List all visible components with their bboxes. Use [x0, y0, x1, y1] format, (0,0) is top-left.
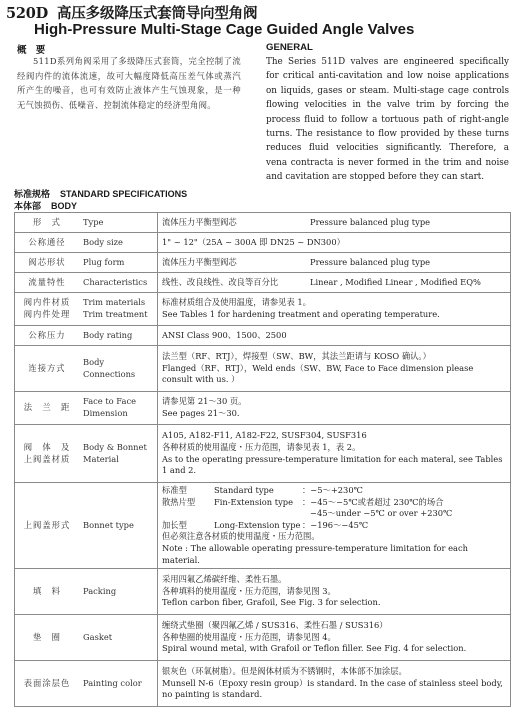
value-en: Spiral wound metal, with Grafoil or Teflon filler. See Fig. 4 for selection. — [162, 643, 467, 654]
table-row — [15, 213, 511, 233]
table-row — [15, 569, 511, 615]
row-label-en: Gasket — [79, 615, 158, 661]
table-row — [15, 253, 511, 273]
row-value — [158, 425, 511, 483]
row-label-cn: 阀芯形状 — [15, 253, 80, 273]
bonnet-type-en — [214, 508, 302, 520]
bonnet-standard — [162, 485, 506, 497]
table-row — [15, 483, 511, 569]
general-text-en: The Series 511D valves are engineered specifically for critical anti-cavitation and low noise applications on liquids, gases or steam. Multi-stage cage controls flowing velocities in the valve trim by forcing the process fluid to follow a tortuous path of right-angle turns. The resistance to flow provided by these turns reduces fluid velocities significantly. Therefore, a vena contracta is never formed in the trim and noise and cavitation are stopped before they can start. — [266, 57, 509, 183]
row-value — [158, 253, 511, 273]
table-row — [15, 326, 511, 346]
value-cn: 请参见第 21～30 页。 — [162, 396, 247, 407]
spec-heading-cn: 标准规格 — [14, 190, 51, 200]
value-cn: 线性、改良线性、改良等百分比 — [162, 276, 279, 287]
bonnet-fin — [162, 497, 506, 509]
table-row — [15, 392, 511, 425]
value-cn: 流体压力平衡型阀芯 — [162, 216, 237, 227]
value-cn: 采用四氟乙烯碳纤维、柔性石墨。 — [162, 574, 287, 585]
row-label-cn: 连接方式 — [15, 346, 80, 392]
row-label-en: Body rating — [79, 326, 158, 346]
row-label-en: Type — [79, 213, 158, 233]
value-en: Pressure balanced plug type — [310, 256, 431, 267]
value-cn-2: 各种垫圈的使用温度・压力范围，请参见图 4。 — [162, 631, 336, 642]
row-label-cn: 上阀盖形式 — [15, 483, 80, 569]
value-cn: 但必须注意各材质的使用温度・压力范围。 — [162, 531, 320, 542]
row-label-cn: 垫 圈 — [15, 615, 80, 661]
row-value — [158, 661, 511, 707]
row-label-en: Body & Bonnet Material — [79, 425, 158, 483]
value-en: As to the operating pressure-temperature limitation for each materal, see Tables 1 and 2. — [162, 453, 503, 476]
value-cn: 法兰型（RF、RTJ），焊接型（SW、BW，其法兰距请与 KOSO 确认。） — [162, 351, 431, 362]
value-en: See Tables 1 for hardening treatment and operating temperature. — [162, 309, 440, 319]
value-en: Pressure balanced plug type — [310, 216, 431, 227]
row-value — [158, 293, 511, 326]
row-label-en: Painting color — [79, 661, 158, 707]
spec-table — [14, 212, 511, 707]
value-cn-2: 各种填料的使用温度・压力范围，请参见图 3。 — [162, 585, 336, 596]
value-cn: 流体压力平衡型阀芯 — [162, 256, 237, 267]
spec-heading-en: STANDARD SPECIFICATIONS — [60, 189, 188, 199]
row-label-cn: 流量特性 — [15, 273, 80, 293]
row-value — [158, 346, 511, 392]
row-value: ANSI Class 900、1500、2500 — [158, 326, 511, 346]
row-value: 1" ~ 12"（25A ~ 300A 即 DN25 ~ DN300） — [158, 233, 511, 253]
row-label-en: Packing — [79, 569, 158, 615]
bonnet-range: ：−196～−45℃ — [302, 519, 369, 530]
row-value — [158, 483, 511, 569]
table-row — [15, 273, 511, 293]
row-label-en: Body size — [79, 233, 158, 253]
row-label-cn: 阀内件材质 阀内件处理 — [15, 293, 80, 326]
value-cn: 各种材质的使用温度・压力范围，请参见表 1，表 2。 — [162, 441, 361, 452]
row-value — [158, 273, 511, 293]
table-row — [15, 615, 511, 661]
value-en: Flanged（RF、RTJ），Weld ends（SW、BW, Face to Face dimension please consult with us. ） — [162, 362, 474, 385]
value-cn: 银灰色（环氧树脂）。但是阀体材质为不锈钢时，本体部不加涂层。 — [162, 666, 407, 677]
row-label-en: Bonnet type — [79, 483, 158, 569]
row-label-cn: 填 料 — [15, 569, 80, 615]
cn-title-text: 高压多级降压式套筒导向型角阀 — [57, 5, 258, 22]
en-title: High-Pressure Multi-Stage Cage Guided Angle Valves — [34, 21, 415, 38]
bonnet-type-cn: 加长型 — [162, 519, 187, 530]
row-label-cn: 形 式 — [15, 213, 80, 233]
row-label-en: Characteristics — [79, 273, 158, 293]
body-heading-cn: 本体部 — [14, 202, 42, 212]
row-value — [158, 615, 511, 661]
bonnet-type-en: Standard type — [214, 485, 274, 495]
row-label-en: Body Connections — [79, 346, 158, 392]
value-en: Linear , Modified Linear , Modified EQ% — [310, 276, 481, 287]
row-label-cn: 阀 体 及 上阀盖材质 — [15, 425, 80, 483]
bonnet-fin-en — [162, 508, 506, 520]
row-label-en: Trim materials Trim treatment — [79, 293, 158, 326]
table-row — [15, 346, 511, 392]
general-heading-cn: 概 要 — [17, 45, 49, 56]
row-value — [158, 213, 511, 233]
body-heading-en: BODY — [51, 201, 78, 211]
bonnet-range: −45～under −5℃ or over +230℃ — [310, 508, 453, 519]
row-label-cn: 公称压力 — [15, 326, 80, 346]
row-label-cn: 表面涂层色 — [15, 661, 80, 707]
bonnet-type-cn: 散热片型 — [162, 496, 196, 507]
value-en: See pages 21～30. — [162, 408, 240, 418]
model-code: 520D — [6, 5, 49, 22]
cn-title — [6, 2, 257, 23]
table-row — [15, 661, 511, 707]
value-materials: A105, A182-F11, A182-F22, SUSF304, SUSF316 — [162, 430, 367, 441]
general-heading-en: GENERAL — [266, 42, 313, 53]
bonnet-type-cn — [162, 508, 214, 520]
row-label-en: Plug form — [79, 253, 158, 273]
value-en: Munsell N-6（Epoxy resin group）is standard. In the case of stainless steel body, no painting is standard. — [162, 677, 503, 700]
table-row — [15, 293, 511, 326]
value-cn: 标准材质组合及使用温度，请参见表 1。 — [162, 297, 311, 308]
row-label-cn: 法 兰 距 — [15, 392, 80, 425]
row-label-cn: 公称通径 — [15, 233, 80, 253]
general-text-cn: 511D系列角阀采用了多级降压式套筒，完全控制了流经阀内件的流体流速，故可大幅度降低高压差气体或蒸汽所产生的噪音，也可有效防止液体产生气蚀现象，是一种无气蚀损伤、低噪音、控制流体稳定的经济型角阀。 — [17, 56, 241, 110]
bonnet-range: ：−5～+230℃ — [302, 485, 363, 495]
value-cn: 缠绕式垫圈（聚四氟乙烯 / SUS316、柔性石墨 / SUS316） — [162, 620, 388, 631]
row-value — [158, 569, 511, 615]
value-en: Note : The allowable operating pressure-temperature limitation for each material. — [162, 542, 468, 565]
bonnet-range: ：−45～−5℃或者超过 230℃的场合 — [302, 496, 444, 507]
row-value — [158, 392, 511, 425]
bonnet-long — [162, 520, 506, 532]
table-row — [15, 425, 511, 483]
bonnet-type-en: Fin-Extension type — [214, 496, 294, 507]
body-heading — [14, 199, 77, 212]
bonnet-type-cn: 标准型 — [162, 485, 187, 495]
bonnet-type-en: Long-Extension type — [214, 519, 301, 530]
table-row — [15, 233, 511, 253]
value-en: Teflon carbon fiber, Grafoil, See Fig. 3 for selection. — [162, 597, 381, 608]
row-label-en: Face to Face Dimension — [79, 392, 158, 425]
